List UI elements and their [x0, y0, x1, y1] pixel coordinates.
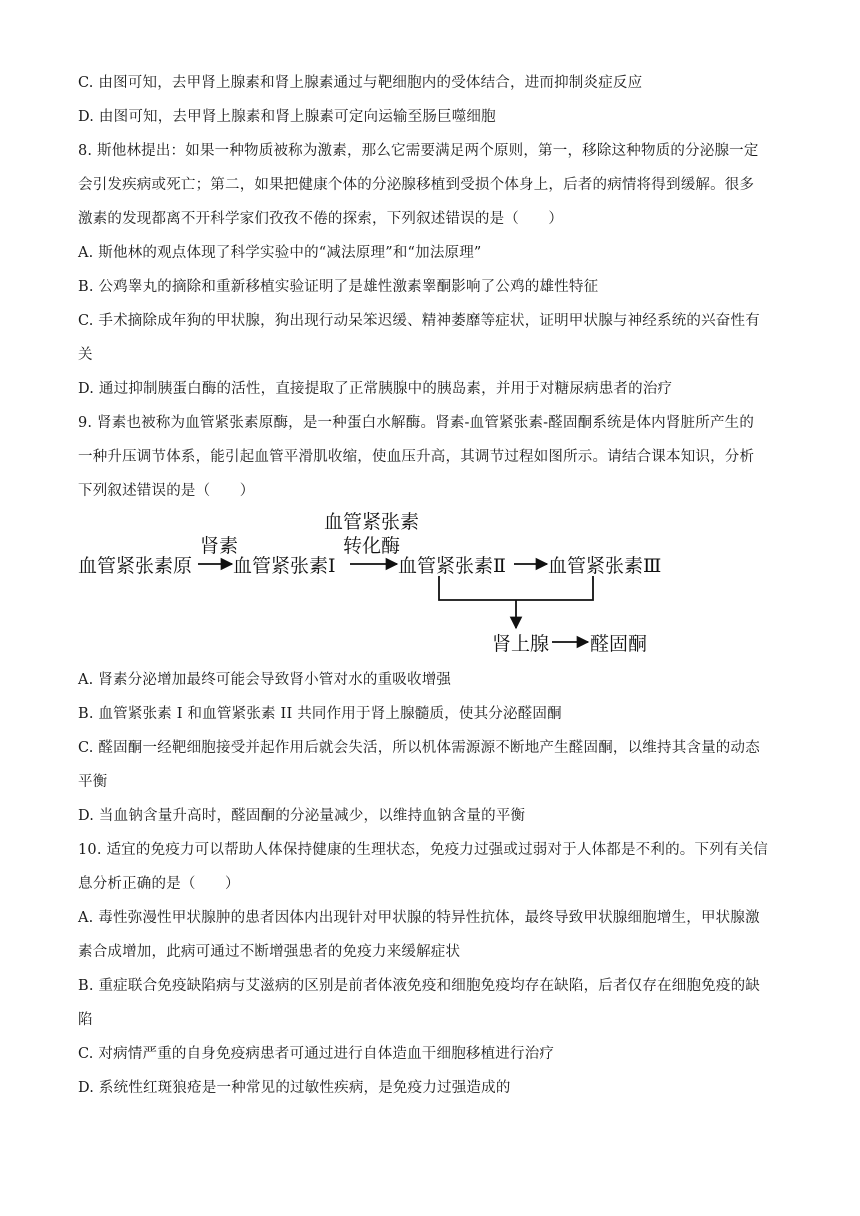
q8-stem-line-2: 会引发疾病或死亡；第二，如果把健康个体的分泌腺移植到受损个体身上，后者的病情将得到缓解。很多	[78, 177, 755, 193]
raas-diagram	[78, 500, 784, 670]
node-angiotensinogen: 血管紧张素原	[78, 555, 193, 577]
q10-option-c: C. 对病情严重的自身免疫病患者可通过进行自体造血干细胞移植进行治疗	[78, 1046, 555, 1062]
node-angiotensin-2: 血管紧张素Ⅱ	[398, 555, 506, 577]
q9-option-c-line-2: 平衡	[78, 774, 108, 790]
node-aldosterone: 醛固酮	[590, 633, 648, 655]
q10-option-b-line-2: 陷	[78, 1012, 93, 1028]
q8-option-c-line-2: 关	[78, 347, 93, 363]
q10-stem-line-2: 息分析正确的是（ ）	[78, 876, 240, 892]
q8-option-c-line-1: C. 手术摘除成年狗的甲状腺，狗出现行动呆笨迟缓、精神萎靡等症状，证明甲状腺与神经系统的兴奋性有	[78, 313, 760, 329]
q9-stem-line-2: 一种升压调节体系，能引起血管平滑肌收缩，使血压升高，其调节过程如图所示。请结合课本知识，分析	[78, 449, 755, 465]
q7-option-c: C. 由图可知，去甲肾上腺素和肾上腺素通过与靶细胞内的受体结合，进而抑制炎症反应	[78, 75, 643, 91]
q9-option-c-line-1: C. 醛固酮一经靶细胞接受并起作用后就会失活，所以机体需源源不断地产生醛固酮，以维持其含量的动态	[78, 740, 760, 756]
node-angiotensin-1: 血管紧张素Ⅰ	[233, 555, 336, 577]
node-adrenal-gland: 肾上腺	[492, 633, 550, 655]
q8-stem-line-1: 8. 斯他林提出：如果一种物质被称为激素，那么它需要满足两个原则，第一，移除这种物质的分泌腺一定	[78, 143, 759, 159]
q9-option-b: B. 血管紧张素 I 和血管紧张素 II 共同作用于肾上腺髓质，使其分泌醛固酮	[78, 706, 562, 722]
node-angiotensin-3: 血管紧张素Ⅲ	[548, 555, 662, 577]
q10-option-a-line-2: 素合成增加，此病可通过不断增强患者的免疫力来缓解症状	[78, 944, 461, 960]
label-ace-line1: 血管紧张素	[324, 511, 420, 533]
q9-option-d: D. 当血钠含量升高时，醛固酮的分泌量减少，以维持血钠含量的平衡	[78, 808, 526, 824]
q10-stem-line-1: 10. 适宜的免疫力可以帮助人体保持健康的生理状态，免疫力过强或过弱对于人体都是不利的。下列有关信	[78, 842, 768, 858]
q9-stem-line-1: 9. 肾素也被称为血管紧张素原酶，是一种蛋白水解酶。肾素-血管紧张素-醛固酮系统是体内肾脏所产生的	[78, 415, 755, 431]
label-renin: 肾素	[200, 535, 239, 557]
q8-option-b: B. 公鸡睾丸的摘除和重新移植实验证明了是雄性激素睾酮影响了公鸡的雄性特征	[78, 279, 599, 295]
bracket-connector	[439, 576, 593, 600]
q8-option-d: D. 通过抑制胰蛋白酶的活性，直接提取了正常胰腺中的胰岛素，并用于对糖尿病患者的治疗	[78, 381, 673, 397]
q8-option-a: A. 斯他林的观点体现了科学实验中的“减法原理”和“加法原理”	[78, 245, 482, 261]
q9-option-a: A. 肾素分泌增加最终可能会导致肾小管对水的重吸收增强	[78, 672, 452, 688]
q10-option-d: D. 系统性红斑狼疮是一种常见的过敏性疾病，是免疫力过强造成的	[78, 1080, 511, 1096]
q10-option-a-line-1: A. 毒性弥漫性甲状腺肿的患者因体内出现针对甲状腺的特异性抗体，最终导致甲状腺细胞增生，甲状腺激	[78, 910, 760, 926]
label-ace-line2: 转化酶	[343, 535, 401, 557]
raas-diagram-svg	[78, 500, 784, 670]
q9-stem-line-3: 下列叙述错误的是（ ）	[78, 483, 255, 499]
q7-option-d: D. 由图可知，去甲肾上腺素和肾上腺素可定向运输至肠巨噬细胞	[78, 109, 496, 125]
q10-option-b-line-1: B. 重症联合免疫缺陷病与艾滋病的区别是前者体液免疫和细胞免疫均存在缺陷，后者仅存在细胞免疫的缺	[78, 978, 760, 994]
q8-stem-line-3: 激素的发现都离不开科学家们孜孜不倦的探索，下列叙述错误的是（ ）	[78, 211, 564, 227]
